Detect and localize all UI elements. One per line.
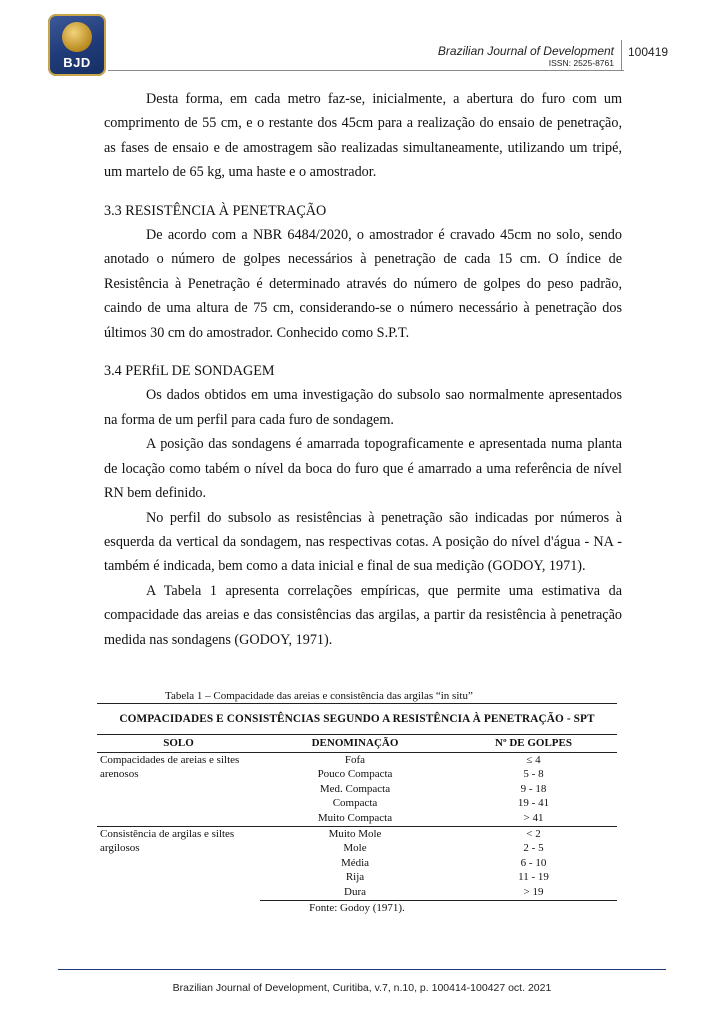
column-header: DENOMINAÇÃO [260,735,450,753]
golpes-cell: 2 - 5 [523,842,544,855]
solo-cell: Compacidades de areias e siltes arenosos [97,752,260,826]
golpes-cell: 6 - 10 [520,856,547,869]
journal-title: Brazilian Journal of Development [437,44,614,58]
golpes-cell: 5 - 8 [523,768,544,781]
denominacao-cell: Compacta [332,797,378,810]
journal-logo [48,14,106,76]
section-heading: 3.3 RESISTÊNCIA À PENETRAÇÃO [104,202,327,219]
table-source: Fonte: Godoy (1971). [309,901,405,914]
footer-rule [58,969,666,970]
issn: ISSN: 2525-8761 [548,58,614,68]
denominacao-cell: Dura [260,885,450,900]
header-separator [621,40,622,70]
golpes-cell: 11 - 19 [518,871,549,884]
golpes-cell: < 2 [450,826,617,841]
spt-table [97,734,617,901]
denominacao-cell: Muito Mole [260,826,450,841]
header-rule [108,70,624,71]
data-table [97,703,617,914]
footer-citation: Brazilian Journal of Development, Curitiba, v.7, n.10, p. 100414-100427 oct. 2021 [172,982,552,994]
paragraph: Os dados obtidos em uma investigação do subsolo sao normalmente apresentados na forma de um perfil para cada furo de sondagem. [104,387,622,428]
denominacao-cell: Muito Compacta [317,811,393,824]
table-heading: COMPACIDADES E CONSISTÊNCIAS SEGUNDO A RESISTÊNCIA À PENETRAÇÃO - SPT [119,713,595,725]
denominacao-cell: Média [340,856,370,869]
paragraph: A Tabela 1 apresenta correlações empíricas, que permite uma estimativa da compacidade das areias e das consistências das argilas, a partir da resistência à penetração medida nas sondagens (GODOY, 1971). [104,582,622,648]
column-header: Nº DE GOLPES [450,735,617,753]
solo-cell: Consistência de argilas e siltes argilosos [97,826,260,900]
denominacao-cell: Pouco Compacta [317,768,393,781]
golpes-cell: ≤ 4 [450,752,617,767]
page-number: 100419 [628,45,669,59]
section-heading: 3.4 PERfiL DE SONDAGEM [104,363,275,380]
table-row [97,826,617,841]
golpes-cell: 19 - 41 [517,797,550,810]
denominacao-cell: Fofa [260,752,450,767]
table-header-row [97,735,617,753]
paragraph: Desta forma, em cada metro faz-se, inicialmente, a abertura do furo com um comprimento de 55 cm, e o restante dos 45cm para a realização do ensaio de penetração, as fases de ensaio e de amostragem são realizadas simultaneamente, utilizando um tripé, um martelo de 65 kg, uma haste e o amostrador. [104,91,622,181]
golpes-cell: > 19 [450,885,617,900]
paragraph: De acordo com a NBR 6484/2020, o amostrador é cravado 45cm no solo, sendo anotado o número de golpes necessários à penetração de cada 15 cm. O índice de Resistência à Penetração é determinado através do número de golpes do peso padrão, caindo de uma altura de 75 cm, considerando-se o número necessário à penetração dos últimos 30 cm do amostrador. Conhecido como S.P.T. [104,227,622,341]
golpes-cell: 9 - 18 [520,782,547,795]
denominacao-cell: Mole [343,842,367,855]
paragraph: No perfil do subsolo as resistências à penetração são indicadas por números à esquerda da vertical da sondagem, nas respectivas cotas. A posição do nível d'água - NA - também é indicada, bem como a data inicial e final de sua medição (GODOY, 1971). [104,509,622,575]
logo-text: BJD [63,55,91,70]
denominacao-cell: Rija [345,871,365,884]
table-caption: Tabela 1 – Compacidade das areias e consistência das argilas “in situ” [165,690,473,702]
page-body [104,87,622,652]
paragraph: A posição das sondagens é amarrada topograficamente e apresentada numa planta de locação como tabém o nível da boca do furo que é amarrado a uma referência de nível RN bem definido. [104,436,622,502]
column-header: SOLO [97,735,260,753]
globe-icon [62,22,92,52]
golpes-cell: > 41 [523,811,544,824]
denominacao-cell: Med. Compacta [319,782,391,795]
table-row [97,752,617,767]
